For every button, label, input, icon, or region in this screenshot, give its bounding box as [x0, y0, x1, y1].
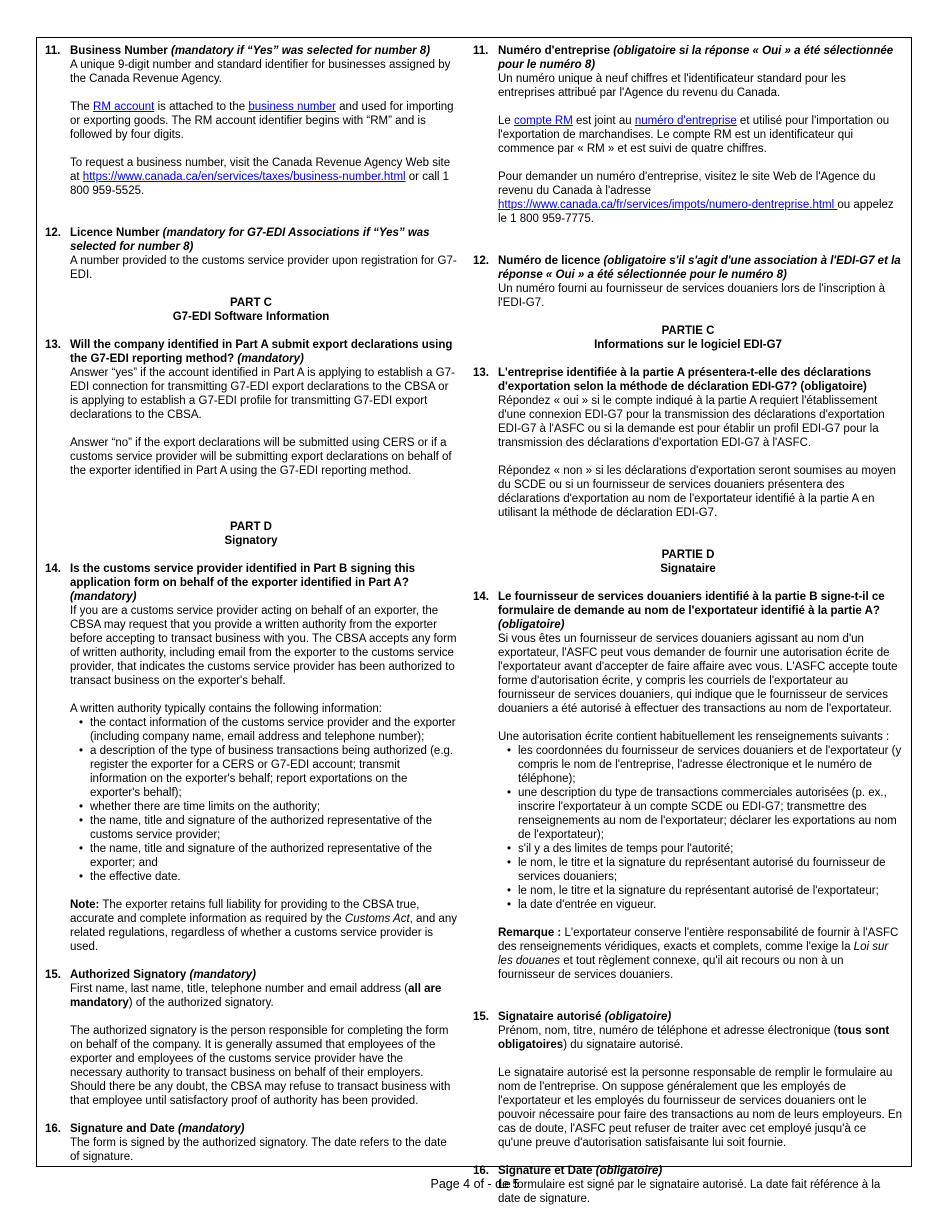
paragraph: Le signataire autorisé est la personne responsable de remplir le formulaire au nom de l'entreprise. On suppose généralement que les employés de l'exportateur et les employés du fournisseur de services douaniers ont le pouvoir nécessaire pour faire des transactions au nom de leurs employeurs. En cas de doute, l'ASFC peut refuser de traiter avec cet employé jusqu'à ce qu'une preuve d'autorisation satisfaisante lui soit fournie. [498, 1067, 902, 1149]
paragraph: If you are a customs service provider acting on behalf of an exporter, the CBSA may request that you provide a written authority from the exporter before accepting to transact business with you. The CBSA accepts any form of written authority, including email from the exporter to the customs service provider, that indicates the customs service provider has been authorized to transact business on the exporter's behalf. [70, 605, 457, 687]
list-item: • le nom, le titre et la signature du représentant autorisé du fournisseur de services douaniers; [498, 856, 903, 884]
section-title [70, 1122, 457, 1136]
section-title [498, 366, 903, 394]
section-16-signature-date [45, 1122, 457, 1164]
paragraph: The form is signed by the authorized signatory. The date refers to the date of signature. [70, 1137, 447, 1163]
partie-d-heading [473, 548, 903, 576]
section-12-numero-licence [473, 254, 903, 310]
section-number: 13. [473, 367, 489, 379]
text: Customs Act [344, 913, 410, 925]
part-c-heading [45, 296, 457, 324]
section-15-signataire-autorise [473, 1010, 903, 1150]
paragraph: Un numéro unique à neuf chiffres et l'identificateur standard pour les entreprises attribué par l'Agence du revenu du Canada. [498, 73, 846, 99]
paragraph: The authorized signatory is the person responsible for completing the form on behalf of the company. It is generally assumed that employees of the exporter and employees of the customs service provider have the necessary authority to transact business on behalf of their employers. Should there be any doubt, the CBSA may refuse to transact business with that employee until satisfactory proof of authority has been provided. [70, 1025, 451, 1107]
text: ) du signataire autorisé. [563, 1039, 684, 1051]
section-number: 14. [45, 563, 61, 575]
paragraph-rm-account [70, 100, 457, 142]
paragraph-demande [498, 170, 903, 226]
text: all are mandatory [70, 983, 442, 1009]
section-title [498, 1010, 903, 1024]
title-text: Numéro d'entreprise [498, 45, 614, 57]
paragraph: A written authority typically contains the following information: [70, 703, 382, 715]
text: The [70, 101, 94, 113]
paragraph: Answer “no” if the export declarations will be submitted using CERS or if a customs service provider will be submitting export declarations on behalf of the exporter identified in Part A using the G7-EDI reporting method. [70, 437, 452, 477]
text: First name, last name, title, telephone number and email address ( [70, 983, 409, 995]
paragraph: Répondez « oui » si le compte indiqué à la partie A requiert l'établissement d'une connexion EDI-G7 pour la transmission des déclarations d'exportation EDI-G7 à l'ASFC ou si la demande est pour établir un profil EDI-G7 pour la transmission des déclarations d'exportation EDI-G7 à l'ASFC. [498, 395, 885, 449]
list-item: • the name, title and signature of the authorized representative of the customs service provider; [70, 814, 457, 842]
section-number: 16. [45, 1123, 61, 1135]
title-qualifier: (mandatory) [70, 591, 137, 603]
paragraph [498, 1024, 903, 1052]
part-subtitle: Informations sur le logiciel EDI-G7 [594, 339, 782, 351]
section-number: 11. [473, 45, 489, 57]
title-qualifier: (mandatory if “Yes” was selected for number 8) [170, 45, 431, 57]
section-number: 15. [45, 969, 61, 981]
text: et utilisé pour l'importation ou l'exportation de marchandises. Le compte RM est un identificateur qui commence par « RM » et est suivi de quatre chiffres. [498, 115, 890, 155]
section-number: 12. [473, 255, 489, 267]
text: Le [498, 115, 514, 127]
title-qualifier: (obligatoire) [604, 1011, 672, 1023]
title-text: Will the company identified in Part A submit export declarations using the G7-EDI reporting method? [70, 339, 453, 365]
text: To request a business number, visit the Canada Revenue Agency Web site at [70, 157, 451, 183]
section-number: 11. [45, 45, 61, 57]
paragraph: Si vous êtes un fournisseur de services douaniers agissant au nom d'un exportateur, l'ASFC peut vous demander de fournir une autorisation écrite de l'exportateur avant d'accepter de faire affaire avec vous. L'ASFC accepte toute forme d'autorisation écrite, y compris les courriels de l'exportateur au fournisseur de services douaniers, qui indique que le fournisseur de services douaniers a été autorisé à effectuer des transactions au nom de l'exportateur. [498, 633, 898, 715]
section-number: 14. [473, 591, 489, 603]
section-number: 16. [473, 1165, 489, 1177]
text: et tout règlement connexe, qu'il ait recours ou non à un fournisseur de services douaniers. [498, 955, 844, 981]
page-number: Page 4 of - de 5 [430, 1177, 520, 1191]
note-paragraph [70, 898, 457, 954]
title-qualifier: (obligatoire s'il s'agit d'une association à l'EDI-G7 et la réponse « Oui » a été sélectionnée pour le numéro 8) [498, 255, 901, 281]
section-title [498, 44, 903, 72]
section-title [498, 590, 903, 632]
part-label: PARTIE D [661, 549, 715, 561]
title-text: Le fournisseur de services douaniers identifié à la partie B signe-t-il ce formulaire de demande au nom de l'exportateur identifié à la partie A? [498, 591, 885, 617]
section-11-numero-entreprise [473, 44, 903, 226]
numero-entreprise-link[interactable]: numéro d'entreprise [634, 115, 737, 127]
title-qualifier: (mandatory for G7-EDI Associations if “Yes” was selected for number 8) [70, 227, 430, 253]
text: Loi sur les douanes [498, 941, 889, 967]
part-subtitle: Signataire [660, 563, 716, 575]
arc-numero-entreprise-url-link[interactable]: https://www.canada.ca/fr/services/impots/numero-dentreprise.html [498, 199, 838, 211]
text: ) of the authorized signatory. [128, 997, 274, 1009]
title-text: L'entreprise identifiée à la partie A présentera-t-elle des déclarations d'exportation selon la méthode de déclaration EDI-G7? (obligatoire) [498, 367, 872, 393]
paragraph: A number provided to the customs service provider upon registration for G7-EDI. [70, 255, 457, 281]
list-item: • s'il y a des limites de temps pour l'autorité; [498, 842, 903, 856]
text: is attached to the [154, 101, 249, 113]
title-qualifier: (obligatoire) [498, 619, 565, 631]
title-qualifier: (obligatoire si la réponse « Oui » a été sélectionnée pour le numéro 8) [498, 45, 894, 71]
section-15-authorized-signatory [45, 968, 457, 1108]
cra-business-number-url-link[interactable]: https://www.canada.ca/en/services/taxes/business-number.html [82, 171, 406, 183]
section-title [70, 338, 457, 366]
title-qualifier: (mandatory) [237, 353, 304, 365]
note-label: Note: [70, 899, 100, 911]
text: est joint au [572, 115, 635, 127]
paragraph: Une autorisation écrite contient habituellement les renseignements suivants : [498, 731, 890, 743]
paragraph-compte-rm [498, 114, 903, 156]
list-item: • a description of the type of business transactions being authorized (e.g. register the exporter for a CERS or G7-EDI account; transmit information on the exporter's behalf; report exportations on the exporter's behalf); [70, 744, 457, 800]
list-item: • une description du type de transactions commerciales autorisées (p. ex., inscrire l'exportateur à un compte SCDE ou EDI-G7; transmettre des renseignements au nom de l'exportateur; déclarer les exportations au nom de l'exportateur); [498, 786, 903, 842]
english-column [45, 44, 457, 1164]
section-14-customs-service-provider [45, 562, 457, 954]
authority-bullet-list [70, 716, 457, 884]
list-item: • the contact information of the customs service provider and the exporter (including company name, email address and telephone number); [70, 716, 457, 744]
title-text: Authorized Signatory [70, 969, 190, 981]
title-text: Business Number [70, 45, 171, 57]
paragraph: A unique 9-digit number and standard identifier for businesses assigned by the Canada Revenue Agency. [70, 59, 451, 85]
list-item: • le nom, le titre et la signature du représentant autorisé de l'exportateur; [498, 884, 903, 898]
paragraph [70, 982, 457, 1010]
section-14-fournisseur-services [473, 590, 903, 982]
title-qualifier: (obligatoire) [595, 1165, 663, 1177]
text: tous sont obligatoires [498, 1025, 890, 1051]
section-title [498, 1164, 903, 1178]
title-qualifier: (mandatory) [189, 969, 256, 981]
text: ou appelez le 1 800 959-7775. [498, 199, 894, 225]
business-number-link[interactable]: business number [248, 101, 336, 113]
list-item: • whether there are time limits on the authority; [70, 800, 457, 814]
part-label: PART D [230, 521, 272, 533]
text: Prénom, nom, titre, numéro de téléphone et adresse électronique ( [498, 1025, 838, 1037]
part-label: PART C [230, 297, 272, 309]
text: Pour demander un numéro d'entreprise, visitez le site Web de l'Agence du revenu du Canada à l'adresse [498, 171, 876, 197]
partie-c-heading [473, 324, 903, 352]
list-item: • the name, title and signature of the authorized representative of the exporter; and [70, 842, 457, 870]
rm-account-link[interactable]: RM account [93, 101, 155, 113]
section-number: 12. [45, 227, 61, 239]
french-column [473, 44, 903, 1206]
section-13-edi-g7 [473, 366, 903, 520]
section-title [70, 226, 457, 254]
section-number: 13. [45, 339, 61, 351]
text: , and any related regulations, regardless of whether a customs service provider is used. [70, 913, 457, 953]
title-text: Signature and Date [70, 1123, 178, 1135]
title-text: Signature et Date [498, 1165, 596, 1177]
compte-rm-link[interactable]: compte RM [514, 115, 573, 127]
section-title [70, 562, 457, 604]
note-label: Remarque : [498, 927, 562, 939]
title-text: Signataire autorisé [498, 1011, 605, 1023]
section-title [70, 968, 457, 982]
part-subtitle: Signatory [224, 535, 278, 547]
list-item: • les coordonnées du fournisseur de services douaniers et de l'exportateur (y compris le nom de l'entreprise, l'adresse électronique et le numéro de téléphone); [498, 744, 903, 786]
list-item: • the effective date. [70, 870, 457, 884]
list-item: • la date d'entrée en vigueur. [498, 898, 903, 912]
title-text: Licence Number [70, 227, 163, 239]
part-subtitle: G7-EDI Software Information [172, 311, 330, 323]
section-number: 15. [473, 1011, 489, 1023]
paragraph-request [70, 156, 457, 198]
title-qualifier: (mandatory) [178, 1123, 245, 1135]
text: L'exportateur conserve l'entière responsabilité de fournir à l'ASFC des renseignements véridiques, exacts et complets, comme l'exige la [498, 927, 899, 953]
title-text: Is the customs service provider identified in Part B signing this application form on behalf of the exporter identified in Part A? [70, 563, 416, 589]
section-13-g7-edi [45, 338, 457, 478]
section-title [70, 44, 457, 58]
paragraph: Le formulaire est signé par le signataire autorisé. La date fait référence à la date de signature. [498, 1179, 881, 1205]
part-label: PARTIE C [661, 325, 715, 337]
paragraph: Un numéro fourni au fournisseur de services douaniers lors de l'inscription à l'EDI-G7. [498, 283, 886, 309]
paragraph: Répondez « non » si les déclarations d'exportation seront soumises au moyen du SCDE ou si un fournisseur de services douaniers présentera des déclarations d'exportation au nom de l'exportateur identifié à la partie A en utilisant la méthode de déclaration EDI-G7. [498, 465, 896, 519]
paragraph: Answer “yes” if the account identified in Part A is applying to establish a G7-EDI connection for transmitting G7-EDI export declarations to the CBSA or is applying to establish a G7-EDI profile for transmitting G7-EDI export declarations to the CBSA. [70, 367, 455, 421]
section-12-licence-number [45, 226, 457, 282]
text: The exporter retains full liability for providing to the CBSA true, accurate and complete information as required by the [70, 899, 420, 925]
part-d-heading [45, 520, 457, 548]
title-text: Numéro de licence [498, 255, 604, 267]
text: and used for importing or exporting goods. The RM account identifier begins with “RM” and is followed by four digits. [70, 101, 454, 141]
autorisation-bullet-list [498, 744, 903, 912]
text: or call 1 800 959-5525. [70, 171, 450, 197]
section-title [498, 254, 903, 282]
remarque-paragraph [498, 926, 903, 982]
section-11-business-number [45, 44, 457, 198]
